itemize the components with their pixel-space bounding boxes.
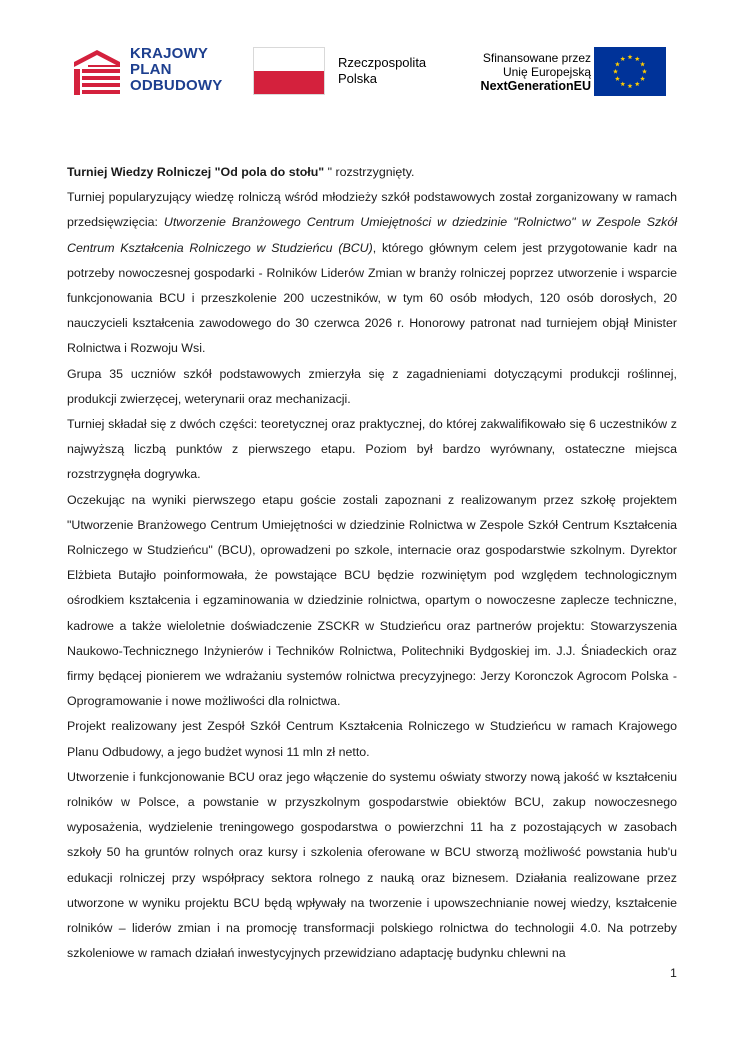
eu-star-icon xyxy=(615,76,620,81)
eu-logo-text xyxy=(451,51,591,93)
paragraph-1 xyxy=(67,185,677,361)
eu-star-icon xyxy=(635,81,640,86)
paragraph-4: Oczekując na wyniki pierwszego etapu goście zostali zapoznani z realizowanym przez szkołę projektem "Utworzenie Branżowego Centrum Umiejętności w dziedzinie Rolnictwa w Zespole Szkół Centrum Kształcenia Rolniczego w Studzieńcu" (BCU), oprowadzeni po szkole, internacie oraz gospodarstwie szkolnym. Dyrektor Elżbieta Butajło poinformowała, że powstające BCU będzie rozwiniętym pod względem technologicznym ośrodkiem kształcenia i egzaminowania w dziedzinie rolnictwa, opartym o nowoczesne zaplecze techniczne, kadrowe a także wieloletnie doświadczenie ZSCKR w Studzieńcu oraz partnerów projektu: Stowarzyszenia Naukowo-Technicznego Inżynierów i Techników Rolnictwa, Politechniki Bydgoskiej im. J.J. Śniadeckich oraz firmy będącej pionierem we wdrażaniu systemów rolnictwa precyzyjnego: Jerzy Koronczok Agrocom Polska - Oprogramowanie i nowe możliwości dla rolnictwa. xyxy=(67,492,677,709)
eu-star-icon xyxy=(640,62,645,67)
paragraph-5: Projekt realizowany jest Zespół Szkół Centrum Kształcenia Rolniczego w Studzieńcu w ramach Krajowego Planu Odbudowy, a jego budżet wynosi 11 mln zł netto. xyxy=(67,719,677,759)
paragraph-6: Utworzenie i funkcjonowanie BCU oraz jego włączenie do systemu oświaty stworzy nową jakość w kształceniu rolników w Polsce, a powstanie w przyszkolnym gospodarstwie obiektów BCU, zakup nowoczesnego wyposażenia, wydzielenie treningowego gospodarstwa o powierzchni 11 ha z pozostających w zasobach szkoły 50 ha gruntów rolnych oraz kursy i szkolenia oferowane w BCU stworzą możliwość powstania hub'u edukacji rolniczej przy współpracy sektora rolnego z nauką oraz biznesem. Działania realizowane przez utworzone w wyniku projektu BCU będą wpływały na tworzenie i upowszechnianie nowej wiedzy, kształcenie rolników – liderów zmian i na promocję transformacji polskiego rolnictwa do technologii 4.0. Na potrzeby szkoleniowe w ramach działań inwestycyjnych przewidziano adaptację budynku chlewni na xyxy=(67,769,677,961)
rp-logo-text xyxy=(338,55,426,87)
eu-star-icon xyxy=(640,76,645,81)
kpo-line-1: KRAJOWY xyxy=(130,45,209,62)
paragraph-1-start: Turniej popularyzujący wiedzę rolniczą wśród młodzieży szkół podstawowych został zorganizowany w ramach przedsięwzięcia: xyxy=(67,190,677,230)
kpo-mark-icon xyxy=(74,48,120,96)
kpo-line-3: ODBUDOWY xyxy=(130,77,223,94)
rp-logo xyxy=(253,47,453,97)
article-title xyxy=(67,160,677,185)
eu-star-icon xyxy=(628,83,633,88)
paragraph-2: Grupa 35 uczniów szkół podstawowych zmierzyła się z zagadnieniami dotyczącymi produkcji roślinnej, produkcji zwierzęcej, weterynarii oraz mechanizacji. xyxy=(67,366,677,406)
project-name-italic: Utworzenie Branżowego Centrum Umiejętności w dziedzinie "Rolnictwo" w Zespole Szkół Centrum Kształcenia Rolniczego w Studzieńcu (BCU) xyxy=(67,215,677,255)
paragraph-3: Turniej składał się z dwóch części: teoretycznej oraz praktycznej, do której zakwalifikowało się 6 uczestników z najwyższą liczbą punktów z pierwszego etapu. Poziom był bardzo wyrównany, ostateczne miejsca rozstrzygnęła dogrywka. xyxy=(67,417,677,482)
article-body xyxy=(67,160,677,967)
eu-star-icon xyxy=(620,56,625,61)
eu-logo xyxy=(462,47,672,97)
kpo-logo xyxy=(74,46,244,98)
eu-line-1: Sfinansowane przez xyxy=(482,51,591,65)
eu-star-icon xyxy=(635,56,640,61)
page-number: 1 xyxy=(670,966,677,980)
rp-line-1: Rzeczpospolita xyxy=(338,55,427,70)
paragraph-1-end: , którego głównym celem jest przygotowanie kadr na potrzeby nowoczesnej gospodarki - Rolników Liderów Zmian w branży rolniczej poprzez utworzenie i wsparcie funkcjonowania BCU i przeszkolenie 200 uczestników, w tym 60 osób młodych, 120 osób dorosłych, 20 nauczycieli kształcenia zawodowego do 30 czerwca 2026 r. Honorowy patronat nad turniejem objął Minister Rolnictwa i Rozwoju Wsi. xyxy=(67,240,677,356)
eu-star-icon xyxy=(620,81,625,86)
article-title-rest: " rozstrzygnięty. xyxy=(324,165,415,179)
eu-star-icon xyxy=(613,69,618,74)
rp-line-2: Polska xyxy=(338,71,378,86)
eu-line-3: NextGenerationEU xyxy=(480,79,591,93)
eu-line-2: Unię Europejską xyxy=(502,65,591,79)
article-title-bold: Turniej Wiedzy Rolniczej "Od pola do stołu" xyxy=(67,165,325,179)
eu-star-icon xyxy=(628,54,633,59)
eu-star-icon xyxy=(642,69,647,74)
polish-flag-icon xyxy=(253,47,325,95)
kpo-line-2: PLAN xyxy=(130,61,172,78)
eu-flag-icon xyxy=(594,47,666,96)
kpo-logo-text xyxy=(130,46,250,94)
eu-star-icon xyxy=(615,62,620,67)
